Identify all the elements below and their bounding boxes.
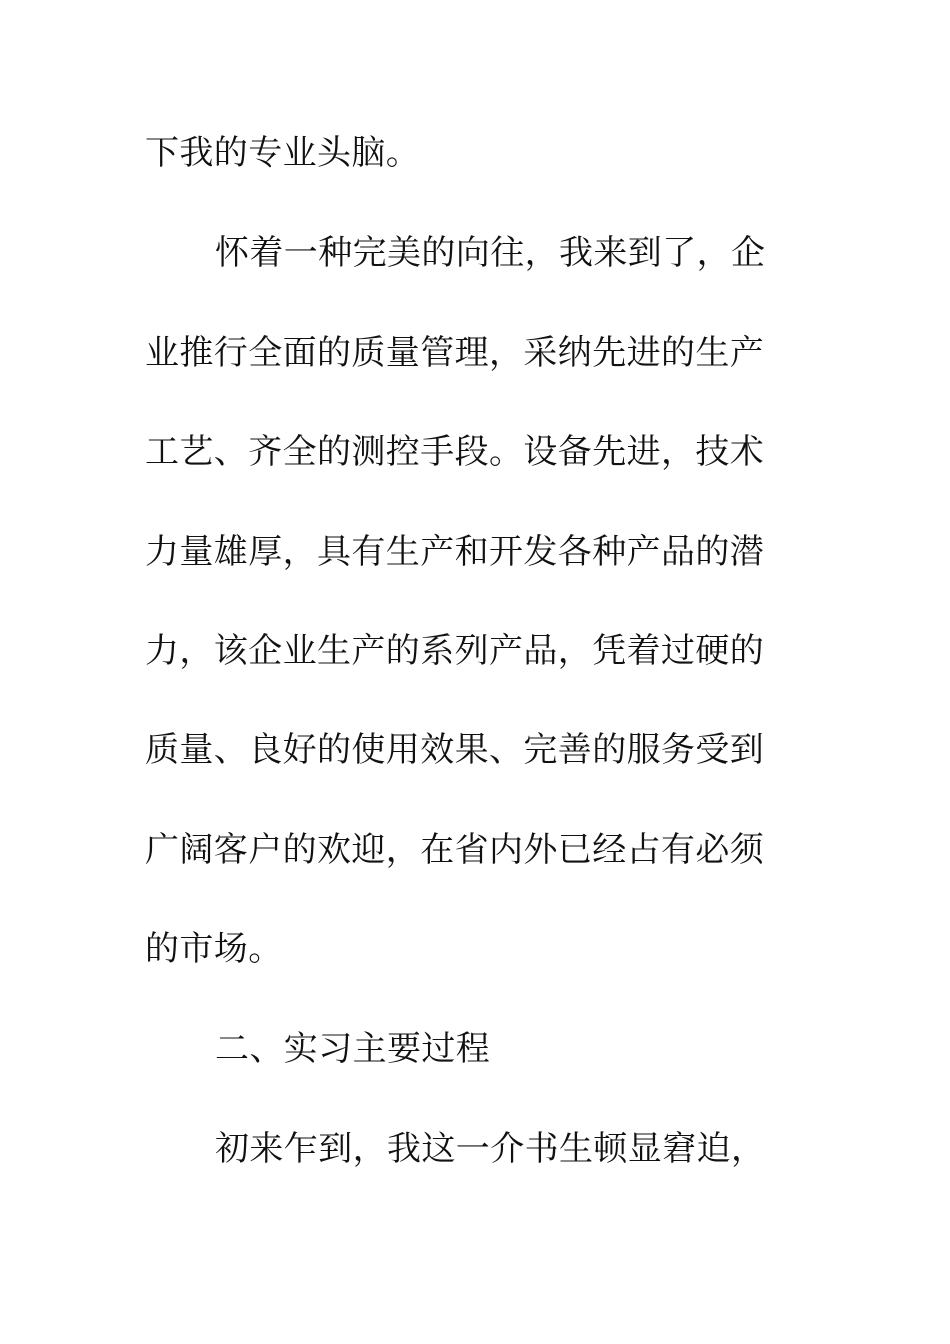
paragraph-line: 力量雄厚，具有生产和开发各种产品的潜 [145, 532, 765, 572]
paragraph-line: 初来乍到，我这一介书生顿显窘迫， [215, 1129, 766, 1169]
paragraph-line: 下我的专业头脑。 [145, 133, 421, 173]
paragraph-line: 的市场。 [145, 929, 283, 969]
paragraph-line: 广阔客户的欢迎，在省内外已经占有必须 [145, 830, 765, 870]
paragraph-line: 业推行全面的质量管理，采纳先进的生产 [145, 333, 765, 373]
paragraph-line: 怀着一种完美的向往，我来到了，企 [215, 233, 766, 273]
paragraph-line: 力，该企业生产的系列产品，凭着过硬的 [145, 631, 765, 671]
paragraph-line: 质量、良好的使用效果、完善的服务受到 [145, 730, 765, 770]
section-heading: 二、实习主要过程 [215, 1029, 491, 1069]
paragraph-line: 工艺、齐全的测控手段。设备先进，技术 [145, 432, 765, 472]
